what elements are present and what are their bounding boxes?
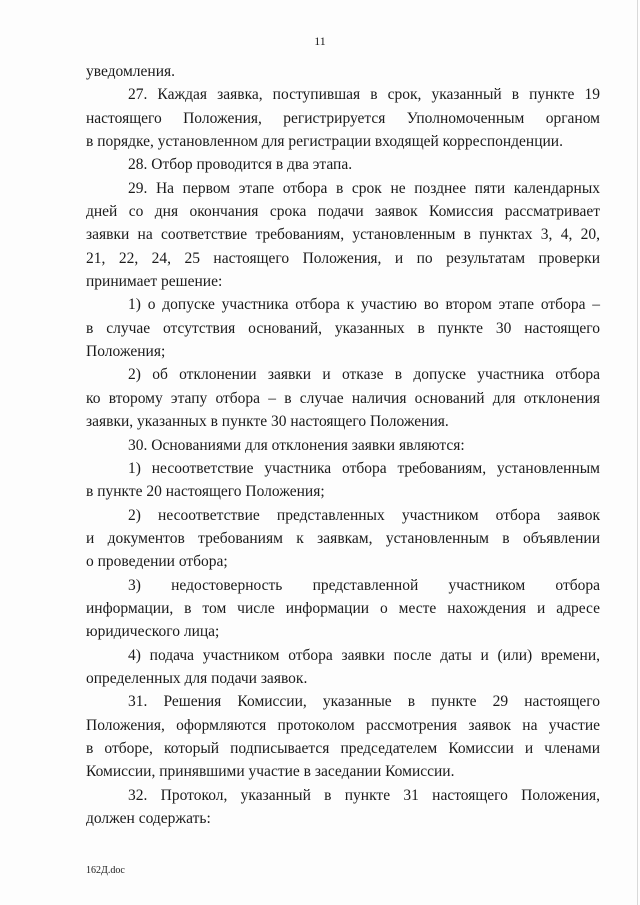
text-line: принимает решение: — [86, 273, 223, 291]
text-line: в отборе, который подписывается председателем Комиссии и членами — [86, 739, 600, 757]
text-line: 1) о допуске участника отбора к участию во втором этапе отбора – — [128, 296, 600, 314]
text-line: 21, 22, 24, 25 настоящего Положения, и по результатам проверки — [86, 249, 600, 267]
page-number: 11 — [314, 34, 326, 48]
text-line: Положения; — [86, 343, 166, 361]
text-line: 31. Решения Комиссии, указанные в пункте 29 настоящего — [128, 693, 600, 711]
text-line: 32. Протокол, указанный в пункте 31 настоящего Положения, — [128, 786, 600, 804]
text-line: Положения, оформляются протоколом рассмотрения заявок на участие — [86, 716, 600, 734]
text-line: дней со дня окончания срока подачи заявок Комиссия рассматривает — [86, 203, 600, 221]
text-line: 27. Каждая заявка, поступившая в срок, указанный в пункте 19 — [128, 86, 600, 104]
page-edge — [637, 0, 638, 905]
text-line: в порядке, установленном для регистрации входящей корреспонденции. — [86, 133, 563, 151]
text-line: о проведении отбора; — [86, 553, 228, 571]
footer-filename: 162Д.doc — [86, 865, 125, 876]
text-line: ко второму этапу отбора – в случае наличия оснований для отклонения — [86, 389, 600, 407]
text-line: в случае отсутствия оснований, указанных в пункте 30 настоящего — [86, 319, 600, 337]
text-line: 4) подача участником отбора заявки после даты и (или) времени, — [128, 646, 600, 664]
text-line: юридического лица; — [86, 623, 220, 641]
text-line: настоящего Положения, регистрируется Уполномоченным органом — [86, 109, 600, 127]
text-line: Комиссии, принявшими участие в заседании Комиссии. — [86, 763, 455, 781]
text-line: заявки на соответствие требованиям, установленным в пунктах 3, 4, 20, — [86, 226, 600, 244]
text-line: 28. Отбор проводится в два этапа. — [128, 156, 353, 174]
text-line: 1) несоответствие участника отбора требованиям, установленным — [128, 459, 600, 477]
text-line: 30. Основаниями для отклонения заявки являются: — [128, 436, 465, 454]
text-line: уведомления. — [86, 63, 176, 80]
text-line: заявки, указанных в пункте 30 настоящего Положения. — [86, 413, 449, 431]
text-line: 2) об отклонении заявки и отказе в допуске участника отбора — [128, 366, 600, 384]
text-line: должен содержать: — [86, 810, 211, 827]
text-line: и документов требованиям к заявкам, установленным в объявлении — [86, 529, 600, 547]
text-line: 3) недостоверность представленной участником отбора — [128, 576, 600, 594]
text-line: определенных для подачи заявок. — [86, 669, 308, 687]
text-line: в пункте 20 настоящего Положения; — [86, 483, 325, 501]
text-line: 2) несоответствие представленных участником отбора заявок — [128, 506, 600, 524]
document-body — [86, 60, 600, 830]
text-line: информации, в том числе информации о месте нахождения и адресе — [86, 599, 600, 617]
text-line: 29. На первом этапе отбора в срок не позднее пяти календарных — [128, 179, 600, 197]
